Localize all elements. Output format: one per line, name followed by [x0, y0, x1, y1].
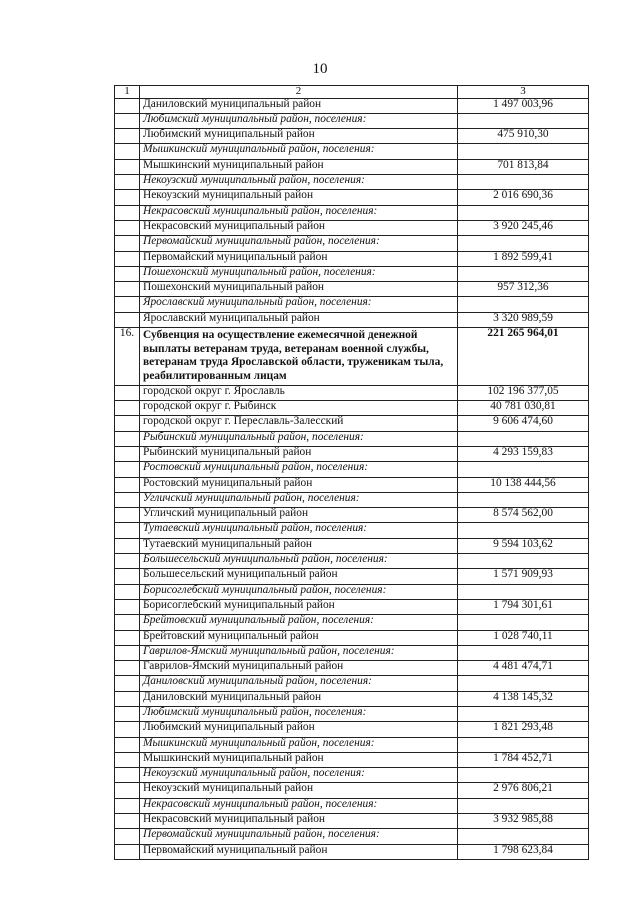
- table-row: [115, 129, 589, 144]
- row-amount: 4 138 145,32: [458, 691, 589, 706]
- row-number: [115, 737, 140, 752]
- row-number: [115, 768, 140, 783]
- table-row: [115, 416, 589, 431]
- row-number: [115, 236, 140, 251]
- row-amount: 40 781 030,81: [458, 401, 589, 416]
- row-number: [115, 829, 140, 844]
- section-subheader-row: [115, 768, 589, 783]
- row-number: [115, 569, 140, 584]
- row-amount: 701 813,84: [458, 159, 589, 174]
- row-number: [115, 584, 140, 599]
- row-amount: 1 821 293,48: [458, 722, 589, 737]
- row-amount: 3 920 245,46: [458, 220, 589, 235]
- row-name: Некрасовский муниципальный район: [140, 220, 458, 235]
- table-row: [115, 446, 589, 461]
- table-row: [115, 661, 589, 676]
- row-amount: 9 606 474,60: [458, 416, 589, 431]
- row-name: городской округ г. Переславль-Залесский: [140, 416, 458, 431]
- section-subheader-row: [115, 144, 589, 159]
- table-row: [115, 630, 589, 645]
- row-name: городской округ г. Рыбинск: [140, 401, 458, 416]
- table-row: [115, 401, 589, 416]
- row-amount: 102 196 377,05: [458, 385, 589, 400]
- row-name: Ярославский муниципальный район: [140, 312, 458, 327]
- row-number: [115, 706, 140, 721]
- row-name: Любимский муниципальный район: [140, 722, 458, 737]
- table-row: [115, 312, 589, 327]
- row-number: [115, 477, 140, 492]
- table-row: [115, 282, 589, 297]
- row-number: [115, 159, 140, 174]
- row-number: [115, 722, 140, 737]
- row-amount: [458, 492, 589, 507]
- row-name: Некрасовский муниципальный район, поселения:: [140, 205, 458, 220]
- row-amount: 1 497 003,96: [458, 98, 589, 113]
- row-name: Мышкинский муниципальный район, поселения:: [140, 144, 458, 159]
- row-number: [115, 676, 140, 691]
- row-amount: 3 320 989,59: [458, 312, 589, 327]
- row-amount: [458, 829, 589, 844]
- row-number: [115, 446, 140, 461]
- row-number: [115, 416, 140, 431]
- subvention-table: [114, 85, 589, 860]
- row-number: [115, 538, 140, 553]
- table-row: [115, 814, 589, 829]
- row-number: 16.: [115, 328, 140, 386]
- table-row: [115, 220, 589, 235]
- section-subheader-row: [115, 554, 589, 569]
- row-amount: 1 784 452,71: [458, 752, 589, 767]
- row-name: Первомайский муниципальный район, поселения:: [140, 236, 458, 251]
- row-number: [115, 554, 140, 569]
- row-amount: [458, 462, 589, 477]
- row-number: [115, 190, 140, 205]
- row-amount: 475 910,30: [458, 129, 589, 144]
- row-number: [115, 798, 140, 813]
- row-name: Даниловский муниципальный район: [140, 98, 458, 113]
- row-number: [115, 431, 140, 446]
- row-name: Некоузский муниципальный район: [140, 783, 458, 798]
- row-name: Некрасовский муниципальный район, поселения:: [140, 798, 458, 813]
- row-name: Рыбинский муниципальный район, поселения:: [140, 431, 458, 446]
- row-number: [115, 312, 140, 327]
- row-number: [115, 630, 140, 645]
- header-col-1: 1: [115, 86, 140, 99]
- row-number: [115, 783, 140, 798]
- row-name: Даниловский муниципальный район: [140, 691, 458, 706]
- row-amount: [458, 768, 589, 783]
- row-amount: 1 794 301,61: [458, 599, 589, 614]
- row-name: Мышкинский муниципальный район: [140, 752, 458, 767]
- table-row: [115, 477, 589, 492]
- row-name: Первомайский муниципальный район: [140, 844, 458, 859]
- row-name: Любимский муниципальный район, поселения:: [140, 113, 458, 128]
- section-subheader-row: [115, 236, 589, 251]
- section-subheader-row: [115, 297, 589, 312]
- section-subheader-row: [115, 615, 589, 630]
- header-col-2: 2: [140, 86, 458, 99]
- row-name: Брейтовский муниципальный район: [140, 630, 458, 645]
- row-number: [115, 282, 140, 297]
- table-row: [115, 752, 589, 767]
- table-row: [115, 98, 589, 113]
- section-subheader-row: [115, 676, 589, 691]
- row-number: [115, 615, 140, 630]
- row-name: Субвенция на осуществление ежемесячной денежной выплаты ветеранам труда, ветеранам военной службы, ветеранам труда Ярославской области, труженикам тыла, реабилитированным лицам: [140, 328, 458, 386]
- section-subheader-row: [115, 645, 589, 660]
- row-name: Угличский муниципальный район: [140, 508, 458, 523]
- row-name: Ростовский муниципальный район, поселения:: [140, 462, 458, 477]
- row-name: Первомайский муниципальный район: [140, 251, 458, 266]
- row-amount: 1 798 623,84: [458, 844, 589, 859]
- row-name: Гаврилов-Ямский муниципальный район, поселения:: [140, 645, 458, 660]
- row-amount: [458, 615, 589, 630]
- row-name: Большесельский муниципальный район: [140, 569, 458, 584]
- row-number: [115, 98, 140, 113]
- row-amount: [458, 676, 589, 691]
- row-name: Тутаевский муниципальный район: [140, 538, 458, 553]
- row-number: [115, 205, 140, 220]
- table-row: [115, 251, 589, 266]
- row-number: [115, 129, 140, 144]
- row-amount: [458, 113, 589, 128]
- row-number: [115, 599, 140, 614]
- row-number: [115, 691, 140, 706]
- row-name: Гаврилов-Ямский муниципальный район: [140, 661, 458, 676]
- row-amount: 221 265 964,01: [458, 328, 589, 386]
- page-number: 10: [312, 61, 328, 77]
- row-number: [115, 844, 140, 859]
- row-number: [115, 220, 140, 235]
- row-name: Любимский муниципальный район: [140, 129, 458, 144]
- row-number: [115, 645, 140, 660]
- section-subheader-row: [115, 584, 589, 599]
- row-number: [115, 385, 140, 400]
- subvention-title-row: [115, 328, 589, 386]
- row-amount: 4 293 159,83: [458, 446, 589, 461]
- row-amount: [458, 297, 589, 312]
- section-subheader-row: [115, 798, 589, 813]
- row-name: Пошехонский муниципальный район, поселения:: [140, 266, 458, 281]
- row-name: Рыбинский муниципальный район: [140, 446, 458, 461]
- row-amount: 4 481 474,71: [458, 661, 589, 676]
- row-name: Ростовский муниципальный район: [140, 477, 458, 492]
- row-number: [115, 297, 140, 312]
- row-number: [115, 401, 140, 416]
- row-amount: [458, 737, 589, 752]
- table-row: [115, 569, 589, 584]
- row-number: [115, 523, 140, 538]
- row-amount: [458, 431, 589, 446]
- row-name: Мышкинский муниципальный район, поселения:: [140, 737, 458, 752]
- row-name: Брейтовский муниципальный район, поселения:: [140, 615, 458, 630]
- row-number: [115, 492, 140, 507]
- row-amount: [458, 205, 589, 220]
- row-name: Угличский муниципальный район, поселения:: [140, 492, 458, 507]
- row-amount: [458, 144, 589, 159]
- table-row: [115, 783, 589, 798]
- row-name: городской округ г. Ярославль: [140, 385, 458, 400]
- row-amount: 10 138 444,56: [458, 477, 589, 492]
- row-amount: 1 028 740,11: [458, 630, 589, 645]
- section-subheader-row: [115, 737, 589, 752]
- row-name: Некоузский муниципальный район: [140, 190, 458, 205]
- row-amount: [458, 554, 589, 569]
- table-row: [115, 159, 589, 174]
- row-number: [115, 508, 140, 523]
- table-row: [115, 691, 589, 706]
- row-number: [115, 251, 140, 266]
- row-number: [115, 661, 140, 676]
- row-number: [115, 266, 140, 281]
- row-amount: 2 976 806,21: [458, 783, 589, 798]
- table-row: [115, 385, 589, 400]
- header-col-3: 3: [458, 86, 589, 99]
- section-subheader-row: [115, 462, 589, 477]
- row-amount: 1 571 909,93: [458, 569, 589, 584]
- row-amount: [458, 266, 589, 281]
- row-amount: 9 594 103,62: [458, 538, 589, 553]
- row-name: Тутаевский муниципальный район, поселения:: [140, 523, 458, 538]
- table-row: [115, 508, 589, 523]
- row-amount: 1 892 599,41: [458, 251, 589, 266]
- section-subheader-row: [115, 492, 589, 507]
- row-amount: 8 574 562,00: [458, 508, 589, 523]
- table-row: [115, 599, 589, 614]
- section-subheader-row: [115, 113, 589, 128]
- row-amount: [458, 175, 589, 190]
- row-amount: 957 312,36: [458, 282, 589, 297]
- row-amount: [458, 645, 589, 660]
- row-amount: [458, 584, 589, 599]
- row-amount: 3 932 985,88: [458, 814, 589, 829]
- row-number: [115, 144, 140, 159]
- section-subheader-row: [115, 829, 589, 844]
- table-header-row: [115, 86, 589, 99]
- row-name: Пошехонский муниципальный район: [140, 282, 458, 297]
- row-name: Некоузский муниципальный район, поселения:: [140, 768, 458, 783]
- row-number: [115, 752, 140, 767]
- row-amount: 2 016 690,36: [458, 190, 589, 205]
- table-body: [115, 86, 589, 860]
- row-number: [115, 462, 140, 477]
- row-amount: [458, 706, 589, 721]
- row-name: Мышкинский муниципальный район: [140, 159, 458, 174]
- row-name: Даниловский муниципальный район, поселения:: [140, 676, 458, 691]
- row-number: [115, 175, 140, 190]
- row-amount: [458, 798, 589, 813]
- section-subheader-row: [115, 706, 589, 721]
- row-name: Ярославский муниципальный район, поселения:: [140, 297, 458, 312]
- section-subheader-row: [115, 523, 589, 538]
- table-row: [115, 190, 589, 205]
- section-subheader-row: [115, 175, 589, 190]
- row-name: Большесельский муниципальный район, поселения:: [140, 554, 458, 569]
- row-amount: [458, 523, 589, 538]
- table-row: [115, 538, 589, 553]
- section-subheader-row: [115, 431, 589, 446]
- row-amount: [458, 236, 589, 251]
- row-name: Любимский муниципальный район, поселения:: [140, 706, 458, 721]
- row-name: Некоузский муниципальный район, поселения:: [140, 175, 458, 190]
- row-number: [115, 113, 140, 128]
- row-number: [115, 814, 140, 829]
- table-row: [115, 844, 589, 859]
- section-subheader-row: [115, 266, 589, 281]
- table-row: [115, 722, 589, 737]
- row-name: Первомайский муниципальный район, поселения:: [140, 829, 458, 844]
- row-name: Борисоглебский муниципальный район, поселения:: [140, 584, 458, 599]
- row-name: Борисоглебский муниципальный район: [140, 599, 458, 614]
- row-name: Некрасовский муниципальный район: [140, 814, 458, 829]
- section-subheader-row: [115, 205, 589, 220]
